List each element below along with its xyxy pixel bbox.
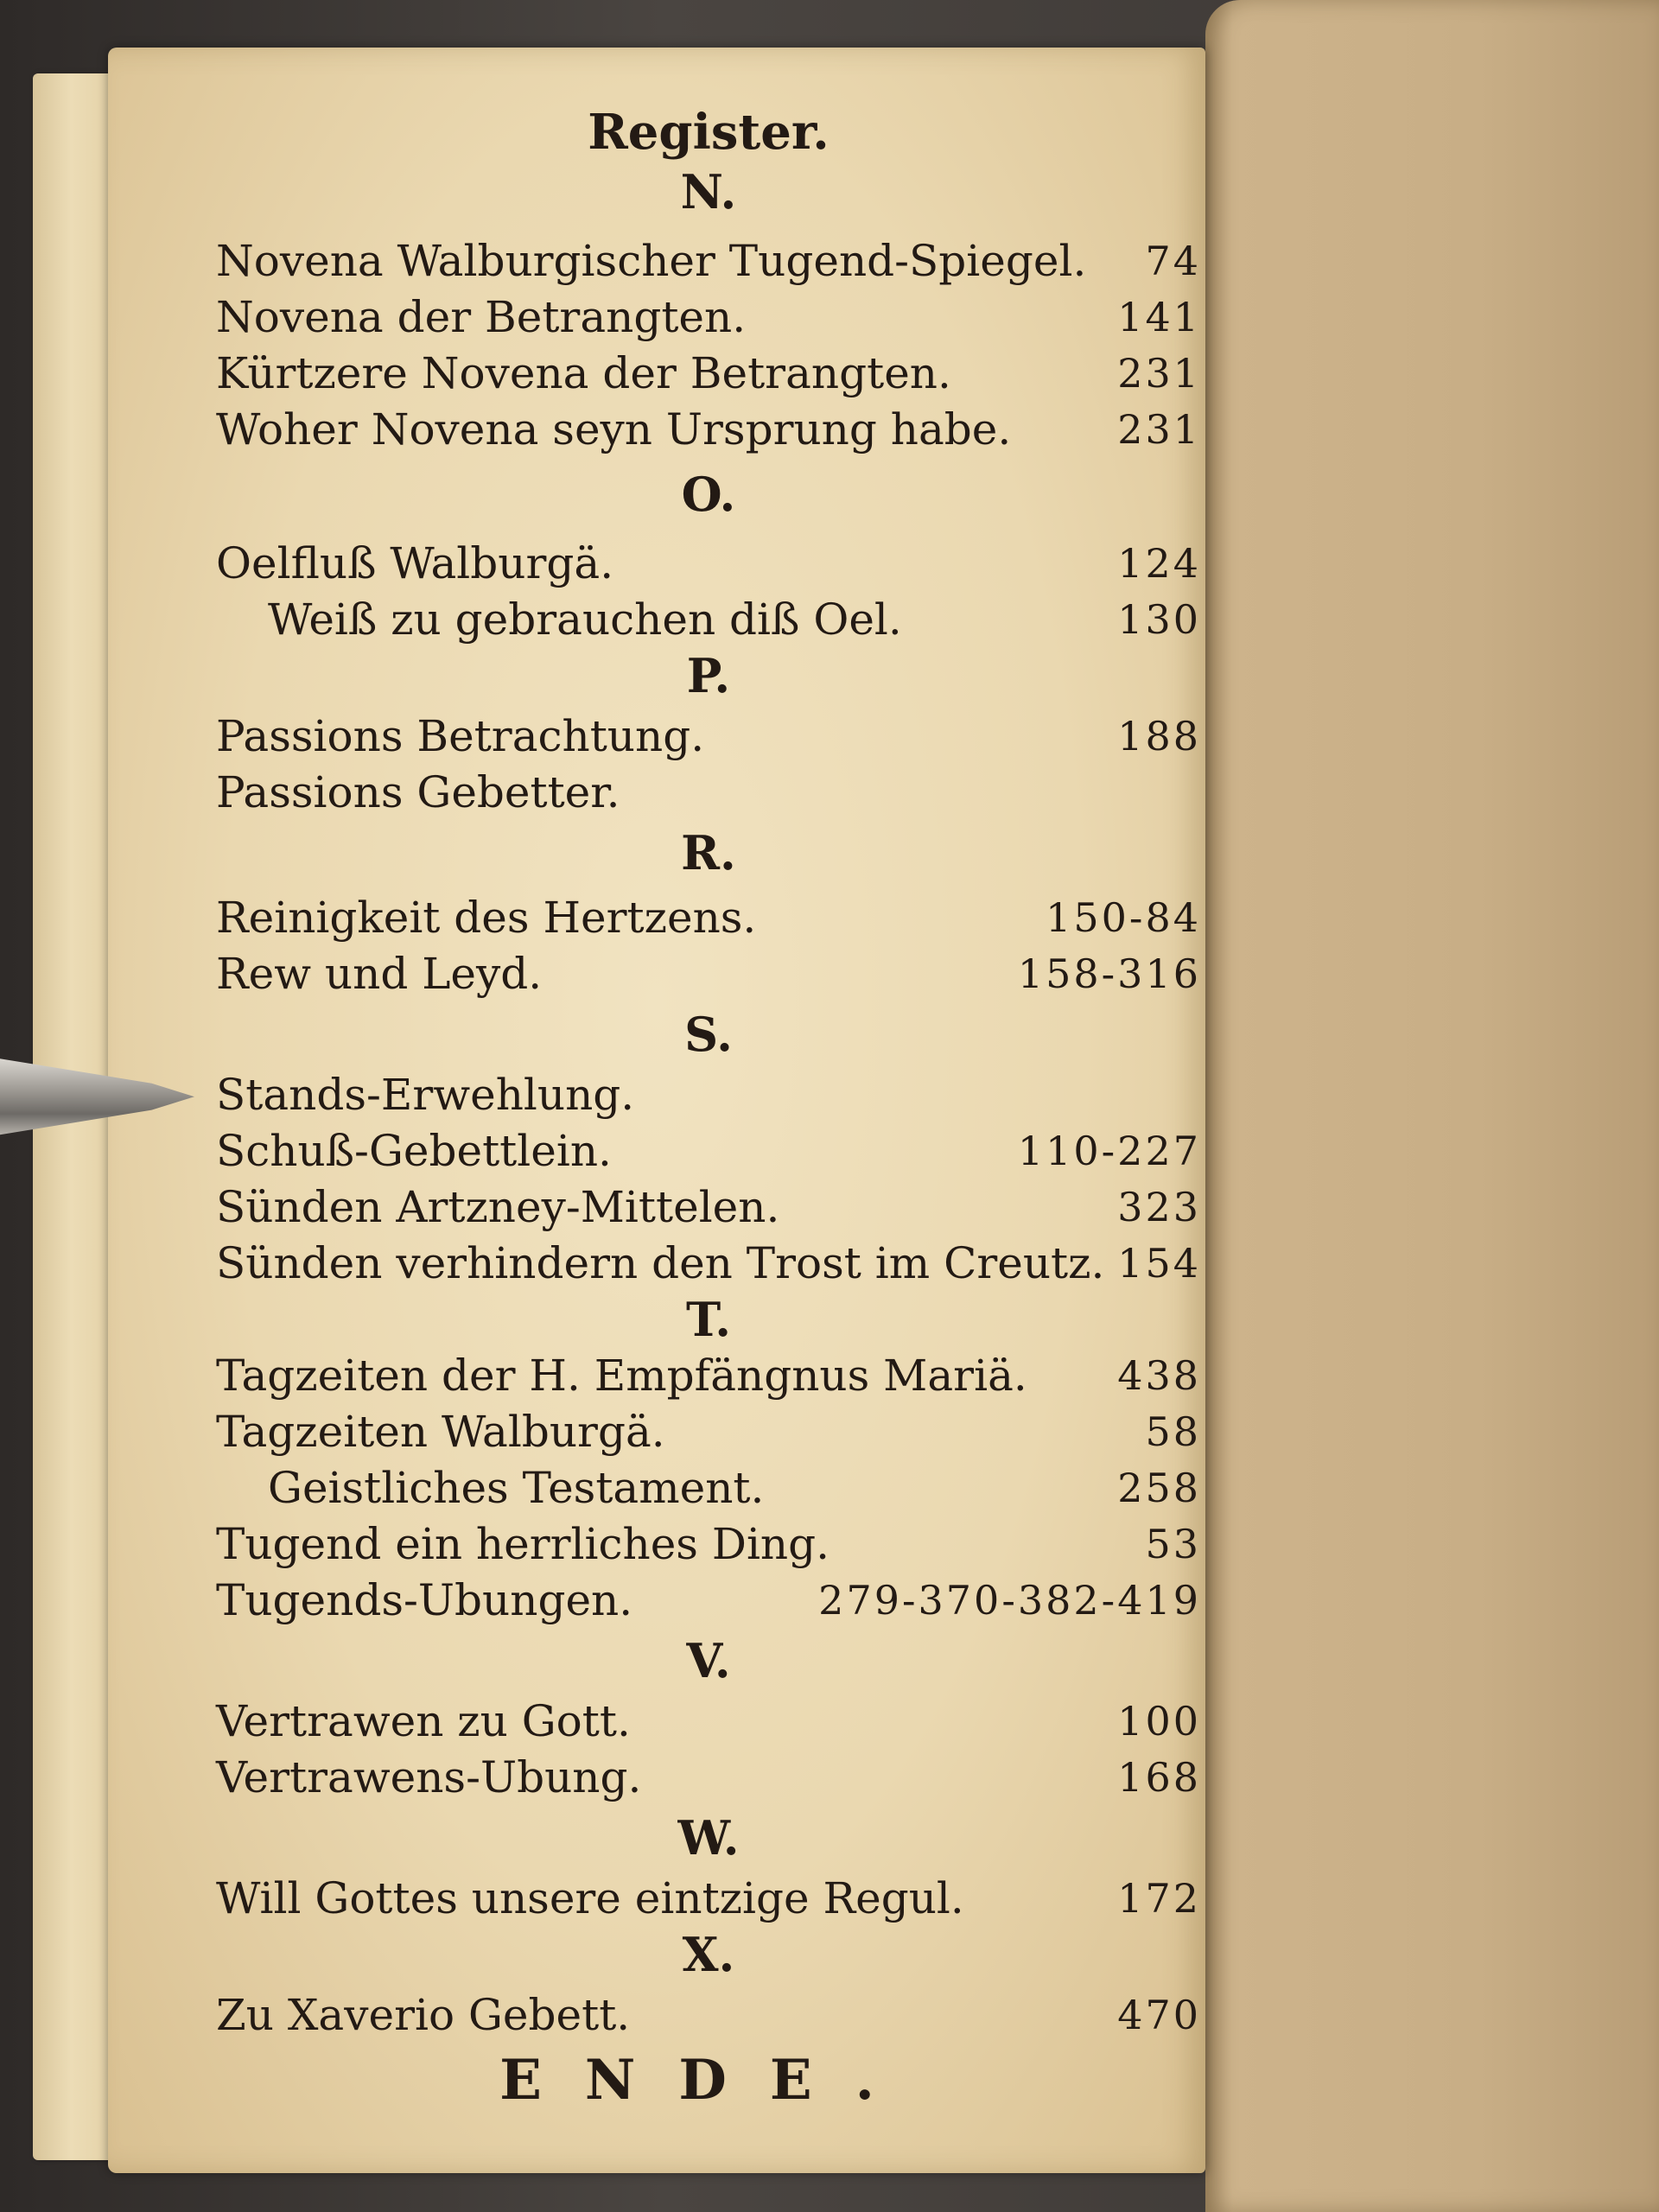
index-entry (216, 289, 1201, 345)
entry-label: Vertrawens-Ubung. (216, 1752, 642, 1802)
entry-label: Schuß-Gebettlein. (216, 1126, 612, 1176)
entry-page: 110-227 (1017, 1128, 1201, 1174)
section-letter: R. (681, 825, 736, 880)
entry-page: 150-84 (1046, 894, 1201, 941)
index-entry (216, 709, 1201, 764)
entry-page: 53 (1145, 1521, 1201, 1567)
index-entry (216, 765, 1201, 820)
index-entry (216, 1404, 1201, 1459)
entry-page: 58 (1145, 1408, 1201, 1455)
index-entry (216, 346, 1201, 401)
index-entry (216, 1348, 1201, 1403)
index-entry (216, 1460, 1201, 1516)
entry-label: Weiß zu gebrauchen diß Oel. (268, 594, 902, 645)
entry-page: 74 (1145, 238, 1201, 284)
entry-page: 141 (1117, 294, 1201, 340)
ende-text: ENDE. (499, 2048, 918, 2113)
entry-page: 168 (1117, 1754, 1201, 1801)
entry-label: Sünden verhindern den Trost im Creutz. (216, 1238, 1105, 1288)
index-entry (216, 1987, 1201, 2043)
index-entry (216, 1871, 1201, 1926)
entry-label: Tugends-Ubungen. (216, 1575, 633, 1625)
index-entry (216, 1573, 1201, 1628)
section-letter: V. (686, 1633, 731, 1688)
entry-page: 130 (1117, 596, 1201, 643)
section-letter: S. (684, 1007, 733, 1062)
entry-page: 231 (1117, 406, 1201, 453)
page-title: Register. (588, 104, 830, 161)
section-letter: N. (680, 164, 737, 219)
section-letter: P. (686, 648, 731, 703)
entry-label: Sünden Artzney-Mittelen. (216, 1182, 780, 1232)
entry-label: Passions Gebetter. (216, 767, 620, 817)
entry-label: Novena Walburgischer Tugend-Spiegel. (216, 236, 1087, 286)
entry-label: Reinigkeit des Hertzens. (216, 893, 757, 943)
facing-page (1205, 0, 1659, 2212)
index-entry (216, 1123, 1201, 1179)
section-letter: T. (685, 1292, 732, 1347)
entry-page: 154 (1117, 1240, 1201, 1287)
index-entry (216, 1236, 1201, 1291)
entry-label: Zu Xaverio Gebett. (216, 1990, 631, 2040)
entry-label: Woher Novena seyn Ursprung habe. (216, 404, 1012, 454)
entry-label: Tagzeiten der H. Empfängnus Mariä. (216, 1351, 1027, 1401)
entry-page: 172 (1117, 1875, 1201, 1922)
entry-page: 470 (1117, 1992, 1201, 2038)
index-entry (216, 592, 1201, 647)
entry-page: 100 (1117, 1698, 1201, 1745)
entry-label: Will Gottes unsere eintzige Regul. (216, 1873, 964, 1923)
entry-page: 158-316 (1017, 950, 1201, 997)
entry-label: Stands-Erwehlung. (216, 1070, 635, 1120)
entry-page: 231 (1117, 350, 1201, 397)
entry-label: Tugend ein herrliches Ding. (216, 1519, 830, 1569)
entry-page: 124 (1117, 540, 1201, 587)
entry-label: Geistliches Testament. (268, 1463, 765, 1513)
index-entry (216, 946, 1201, 1001)
index-entry (216, 1516, 1201, 1572)
section-letter: O. (681, 467, 736, 522)
entry-page: 438 (1117, 1352, 1201, 1399)
entry-label: Vertrawen zu Gott. (216, 1696, 631, 1746)
entry-label: Rew und Leyd. (216, 949, 543, 999)
section-letter: W. (677, 1810, 740, 1866)
index-entry (216, 1067, 1201, 1122)
entry-label: Tagzeiten Walburgä. (216, 1407, 665, 1457)
entry-label: Oelfluß Walburgä. (216, 538, 614, 588)
index-entry (216, 233, 1201, 289)
entry-label: Kürtzere Novena der Betrangten. (216, 348, 951, 398)
entry-page: 258 (1117, 1465, 1201, 1511)
index-entry (216, 536, 1201, 591)
index-entry (216, 1694, 1201, 1749)
entry-page: 188 (1117, 713, 1201, 760)
entry-label: Passions Betrachtung. (216, 711, 705, 761)
index-entry (216, 890, 1201, 945)
entry-label: Novena der Betrangten. (216, 292, 747, 342)
index-entry (216, 1750, 1201, 1805)
section-letter: X. (682, 1927, 735, 1982)
index-entry (216, 402, 1201, 457)
entry-page: 323 (1117, 1184, 1201, 1230)
index-entry (216, 1179, 1201, 1235)
entry-page: 279-370-382-419 (818, 1577, 1201, 1624)
